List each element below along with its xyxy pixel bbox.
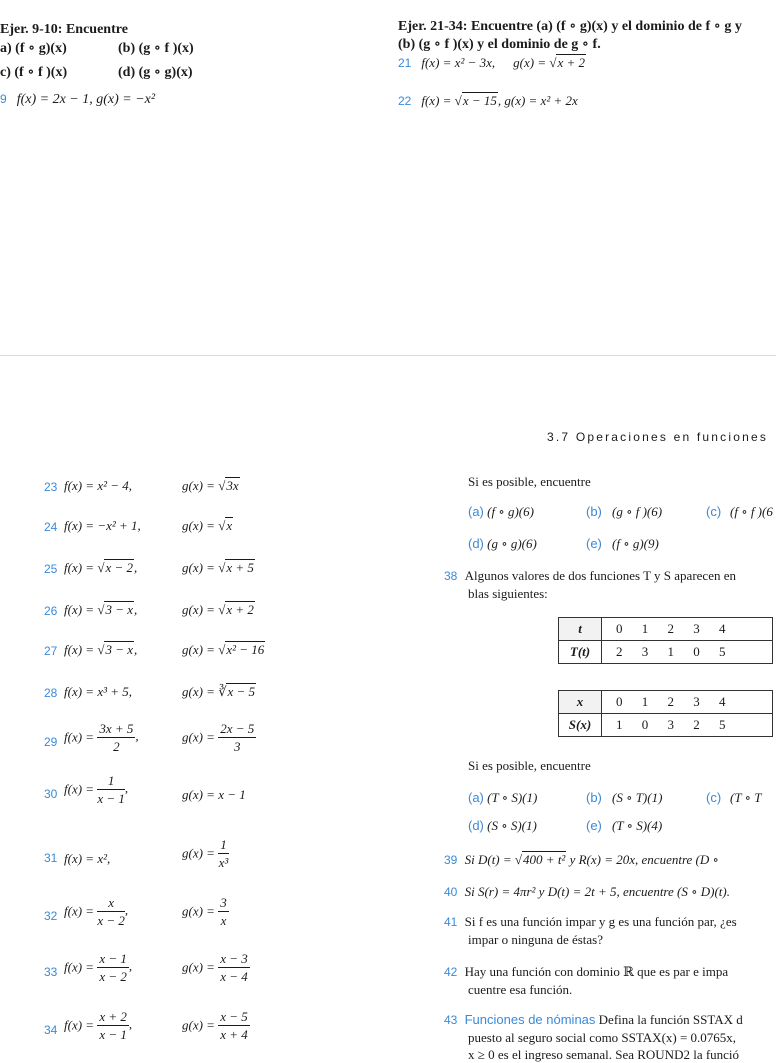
exercise-43-line3: x ≥ 0 es el ingreso semanal. Sea ROUND2 la funció [468, 1047, 740, 1062]
function-f: f(x) = √3 − x, [64, 602, 138, 617]
function-f: f(x) = x² − 3x, [421, 55, 496, 70]
function-f: f(x) = √3 − x, [64, 642, 138, 657]
exercise-43: 43 Funciones de nóminas Defina la función SSTAX d [444, 1012, 743, 1027]
exercise-number: 29 [44, 735, 58, 749]
exercise-26 [44, 602, 254, 620]
exercise-number: 24 [44, 520, 58, 534]
exercise-number: 26 [44, 604, 58, 618]
function-g: g(x) = $\frac{3}{x}$ [182, 895, 227, 928]
exercise-number: 30 [44, 787, 58, 801]
exercise-41-line2: impar o ninguna de éstas? [468, 932, 604, 947]
exercise-number: 9 [0, 92, 7, 106]
exercise-number: 34 [44, 1023, 58, 1037]
function-g: g(x) = √x + 2 [513, 55, 586, 70]
function-f: f(x) = $\frac{3x + 5}{2}$ , [64, 721, 139, 754]
exercise-27 [44, 642, 265, 660]
section-heading-21-34-line2: (b) (g ∘ f )(x) y el dominio de g ∘ f. [398, 37, 601, 52]
exercise-number: 33 [44, 965, 58, 979]
exercise-number: 28 [44, 686, 58, 700]
function-f: f(x) = x³ + 5, [64, 684, 133, 699]
function-g: g(x) = √3x [182, 478, 239, 493]
exercise-28 [44, 684, 256, 702]
table-S: x 0 1 2 3 4 S(x) 1 0 3 2 5 [558, 690, 773, 737]
intro-text-2: Si es posible, encuentre [468, 758, 591, 773]
exercise-number: 27 [44, 644, 58, 658]
exercise-number: 25 [44, 562, 58, 576]
function-g: g(x) = $\frac{1}{\text{x³}}$ [182, 837, 229, 870]
exercise-38-line2: blas siguientes: [468, 586, 548, 601]
exercise-22 [398, 92, 578, 110]
exercise-number: 32 [44, 909, 58, 923]
function-f: f(x) = x² − 4, [64, 478, 133, 493]
function-f: f(x) = $\frac{x}{x - 2}$ , [64, 895, 129, 928]
function-f: f(x) = √x − 2, [64, 560, 138, 575]
exercise-23 [44, 478, 239, 496]
function-g: g(x) = $\frac{2x - 5}{3}$ [182, 721, 255, 754]
item-a: a) (f ∘ g)(x) [0, 41, 67, 56]
exercise-number: 23 [44, 480, 58, 494]
function-f: f(x) = −x² + 1, [64, 518, 141, 533]
page-divider [0, 355, 776, 356]
exercise-25 [44, 560, 254, 578]
function-g: g(x) = $\frac{x - 5}{x + 4}$ [182, 1009, 248, 1042]
exercise-number: 22 [398, 94, 412, 108]
function-f: f(x) = x², [64, 851, 111, 866]
exercise-39: 39 Si D(t) = √400 + t² y R(x) = 20x, encuentre (D ∘ [444, 852, 719, 867]
answer-row-3: (a) (T ∘ S)(1) (b) (S ∘ T)(1) (c) (T ∘ T [468, 790, 762, 805]
function-f: f(x) = √x − 15 [421, 93, 497, 108]
function-g: g(x) = √x + 2 [182, 602, 254, 617]
item-d: (d) (g ∘ g)(x) [118, 65, 193, 80]
answer-row-1: (a) (f ∘ g)(6) (b) (g ∘ f )(6) (c) (f ∘ f )(6 [468, 504, 773, 519]
function-f: f(x) = $\frac{1}{x - 1}$ , [64, 773, 129, 806]
function-g: g(x) = √x² − 16 [182, 642, 265, 657]
page-header: 3.7 Operaciones en funciones [547, 430, 769, 444]
answer-row-4: (d) (S ∘ S)(1) (e) (T ∘ S)(4) [468, 818, 663, 833]
function-f: f(x) = $\frac{x - 1}{x - 2}$ , [64, 951, 133, 984]
answer-row-2: (d) (g ∘ g)(6) (e) (f ∘ g)(9) [468, 536, 659, 551]
exercise-43-title: Funciones de nóminas [464, 1012, 596, 1027]
function-g: g(x) = $\frac{x - 3}{x - 4}$ [182, 951, 248, 984]
section-heading-21-34: Ejer. 21-34: Encuentre (a) (f ∘ g)(x) y el dominio de f ∘ g y [398, 19, 742, 34]
exercise-43-line2: puesto al seguro social como SSTAX(x) = 0.0765x, [468, 1030, 737, 1045]
exercise-text: f(x) = 2x − 1, g(x) = −x² [16, 92, 156, 107]
function-g: g(x) = x − 1 [182, 787, 246, 802]
item-c: c) (f ∘ f )(x) [0, 65, 68, 80]
intro-text: Si es posible, encuentre [468, 474, 591, 489]
exercise-number: 21 [398, 56, 412, 70]
exercise-42-line2: cuentre esa función. [468, 982, 573, 997]
function-g: g(x) = √x + 5 [182, 560, 254, 575]
exercise-40: 40 Si S(r) = 4πr² y D(t) = 2t + 5, encuentre (S ∘ D)(t). [444, 884, 730, 899]
function-f: f(x) = $\frac{x + 2}{x - 1}$ , [64, 1009, 133, 1042]
function-g: , g(x) = x² + 2x [497, 93, 578, 108]
item-b: (b) (g ∘ f )(x) [118, 41, 194, 56]
function-g: g(x) = ∛x − 5 [182, 684, 256, 699]
function-g: g(x) = √x [182, 518, 233, 533]
exercise-number: 31 [44, 851, 58, 865]
exercise-9 [0, 90, 155, 108]
section-heading-9-10: Ejer. 9-10: Encuentre [0, 22, 128, 37]
exercise-38: 38 Algunos valores de dos funciones T y S aparecen en [444, 568, 736, 583]
exercise-21 [398, 54, 586, 72]
table-T: t 0 1 2 3 4 T(t) 2 3 1 0 5 [558, 617, 773, 664]
exercise-42: 42 Hay una función con dominio ℝ que es par e impa [444, 964, 729, 979]
exercise-41: 41 Si f es una función impar y g es una función par, ¿es [444, 914, 737, 929]
exercise-24 [44, 518, 233, 536]
